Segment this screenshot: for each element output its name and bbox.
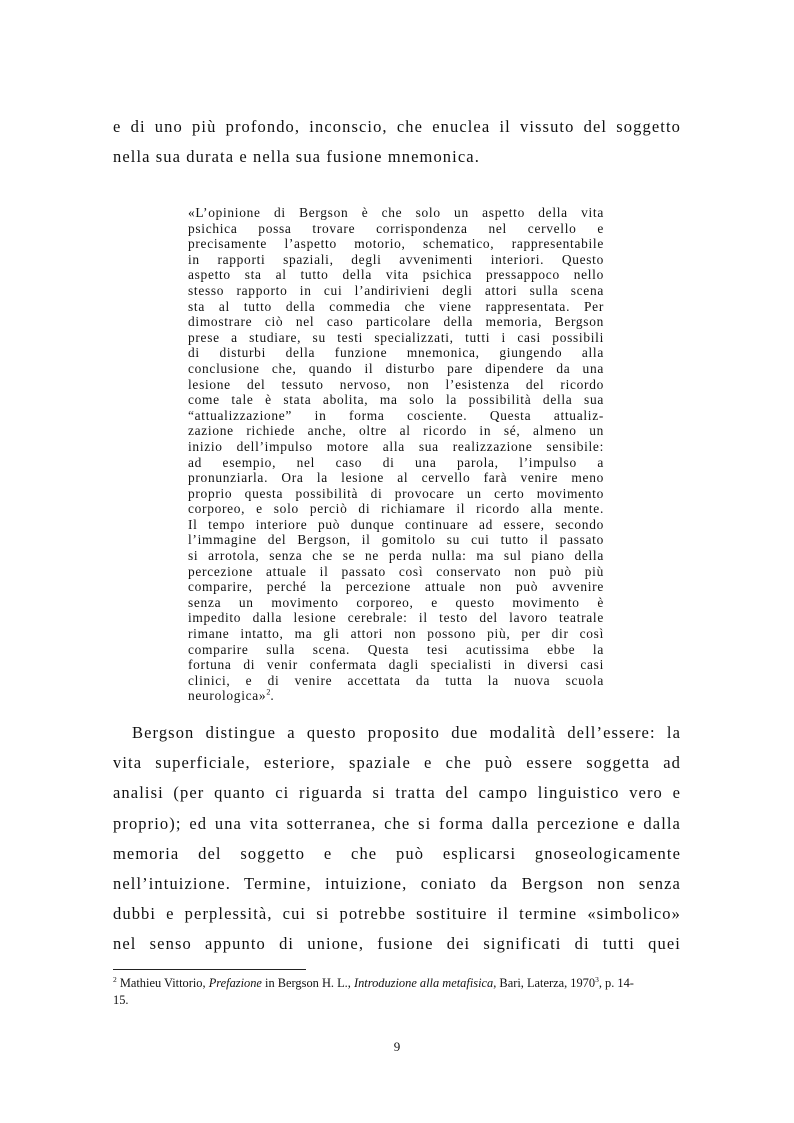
quote-line: “attualizzazione” in forma cosciente. Questa attualiz- [188, 407, 604, 423]
footnote-text: in Bergson H. L., [261, 976, 354, 990]
footnote-line [113, 975, 681, 992]
footnote-work-title: Prefazione [208, 976, 262, 990]
quote-line: inizio dell’impulso motore alla sua realizzazione sensibile: [188, 438, 604, 454]
quote-line: impedito dalla lesione cerebrale: il testo del lavoro teatrale [188, 610, 604, 626]
text-line: vita superficiale, esteriore, spaziale e che può essere soggetta ad [113, 753, 681, 773]
quote-line: precisamente l’aspetto motorio, schematico, rappresentabile [188, 236, 604, 252]
quote-line: comparire sulla scena. Questa tesi acutissima ebbe la [188, 641, 604, 657]
quote-last-text: neurologica» [188, 688, 267, 704]
quote-line: «L’opinione di Bergson è che solo un aspetto della vita [188, 205, 604, 220]
quote-line: conclusione che, quando il disturbo pare dipendere da una [188, 360, 604, 376]
quote-line: comparire, perché la percezione attuale non può avvenire [188, 579, 604, 595]
quote-line: corporeo, e solo perciò di richiamare il ricordo alla mente. [188, 501, 604, 517]
footnote-pages: , p. 14- [598, 976, 634, 990]
footnote [113, 975, 681, 1009]
quote-line: proprio questa possibilità di provocare un certo movimento [188, 485, 604, 501]
quote-line: ad esempio, nel caso di una parola, l’impulso a [188, 454, 604, 470]
page-number: 9 [393, 1039, 401, 1054]
quote-line: zazione richiede anche, oltre al ricordo in sé, almeno un [188, 423, 604, 439]
quote-line: stesso rapporto in cui l’andirivieni degli attori sulla scena [188, 282, 604, 298]
quote-line: come tale è stata abolita, ma solo la possibilità della sua [188, 392, 604, 408]
footnote-edition: 3 [595, 974, 599, 984]
quote-line: sta al tutto della commedia che viene rappresentata. Per [188, 298, 604, 314]
quote-last-line [188, 688, 604, 704]
quote-line: in rapporti spaziali, degli avvenimenti interiori. Questo [188, 251, 604, 267]
quote-line: senza un movimento corporeo, e questo movimento è [188, 594, 604, 610]
footnote-publisher: , Bari, Laterza, 1970 [493, 976, 596, 990]
text-line: Bergson distingue a questo proposito due modalità dell’essere: la [132, 723, 681, 742]
intro-paragraph [113, 112, 681, 172]
quote-last-punct: . [270, 688, 275, 704]
quote-line: lesione del tessuto nervoso, non l’esistenza del ricordo [188, 376, 604, 392]
text-line: proprio); ed una vita sotterranea, che si forma dalla percezione e dalla [113, 813, 681, 833]
quote-line: si arrotola, senza che se ne perda nulla: ma sul piano della [188, 548, 604, 564]
quote-line: di disturbi della funzione mnemonica, giungendo alla [188, 345, 604, 361]
block-quote [188, 205, 604, 704]
text-line: nell’intuizione. Termine, intuizione, coniato da Bergson non senza [113, 874, 681, 894]
quote-line: prese a studiare, su testi specializzati, tutti i casi possibili [188, 329, 604, 345]
quote-line: psichica possa trovare corrispondenza nel cervello e [188, 220, 604, 236]
quote-line: clinici, e di venire accettata da tutta la nuova scuola [188, 672, 604, 688]
text-line: memoria del soggetto e che può esplicarsi gnoseologicamente [113, 843, 681, 863]
quote-line: aspetto sta al tutto della vita psichica pressappoco nello [188, 267, 604, 283]
quote-line: fortuna di venir confermata dagli specialisti in diversi casi [188, 657, 604, 673]
footnote-book-title: Introduzione alla metafisica [353, 976, 494, 990]
text-line: nella sua durata e nella sua fusione mnemonica. [113, 147, 480, 166]
text-line: analisi (per quanto ci riguarda si tratta del campo linguistico vero e [113, 783, 681, 803]
quote-line: percezione attuale il passato così conservato non può più [188, 563, 604, 579]
body-paragraph [113, 718, 681, 960]
quote-line: Il tempo interiore può dunque continuare ad essere, secondo [188, 516, 604, 532]
footnote-reference[interactable]: 2 [266, 687, 271, 697]
footnote-separator [113, 969, 306, 970]
footnote-number: 2 [113, 974, 117, 984]
quote-line: dimostrare ciò nel caso particolare della memoria, Bergson [188, 314, 604, 330]
footnote-author: Mathieu Vittorio, [116, 976, 209, 990]
footnote-line: 15. [113, 993, 129, 1007]
quote-line: pronunziarla. Ora la lesione al cervello farà venire meno [188, 470, 604, 486]
quote-line: l’immagine del Bergson, il gomitolo su cui tutto il passato [188, 532, 604, 548]
text-line: nel senso appunto di unione, fusione dei significati di tutti quei [113, 934, 681, 954]
text-line: e di uno più profondo, inconscio, che enuclea il vissuto del soggetto [113, 117, 681, 136]
text-line: dubbi e perplessità, cui si potrebbe sostituire il termine «simbolico» [113, 904, 681, 924]
quote-line: rimane intatto, ma gli attori non possono più, per dir così [188, 626, 604, 642]
